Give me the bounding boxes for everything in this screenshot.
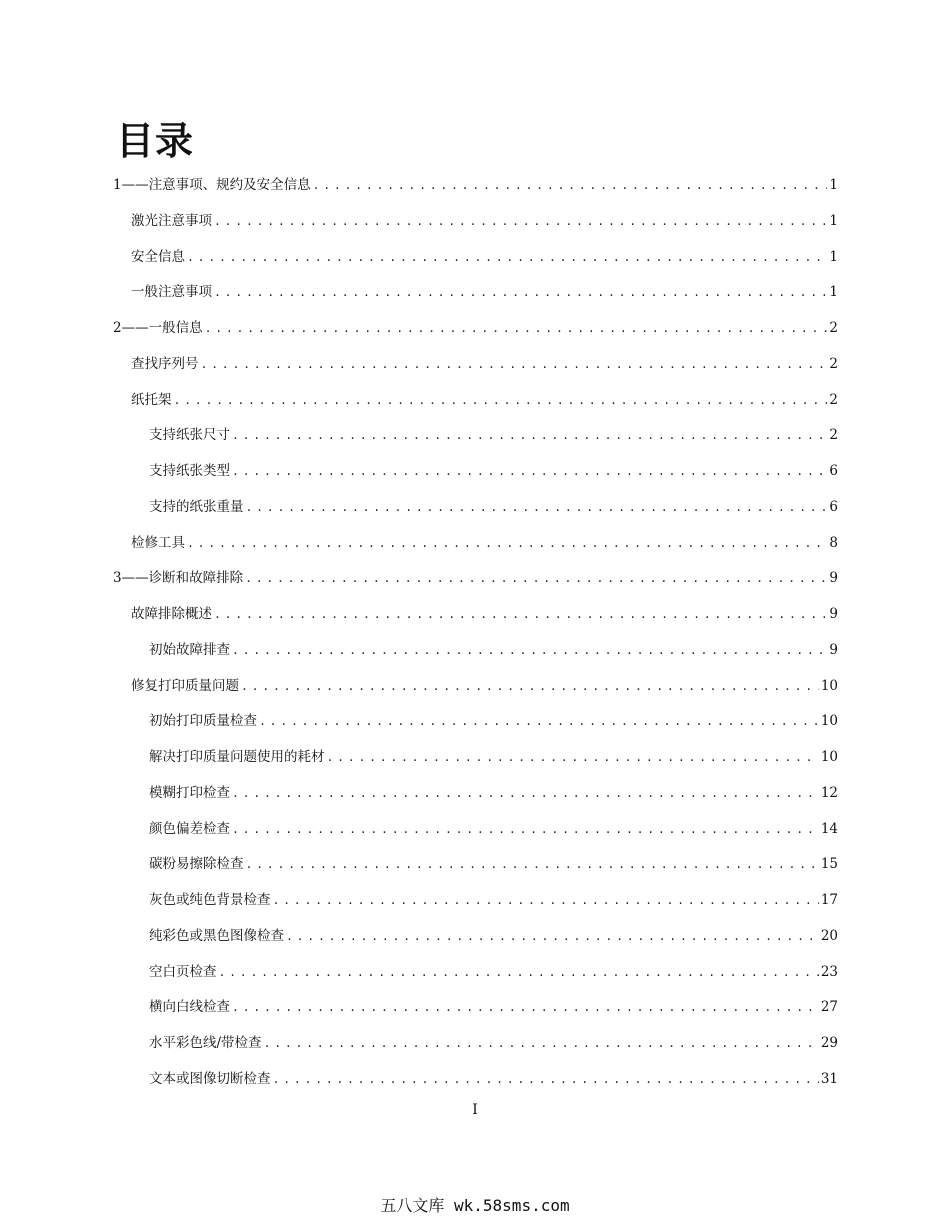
toc-entry-label: 解决打印质量问题使用的耗材 — [149, 749, 325, 765]
toc-entry-page: 2 — [829, 355, 838, 372]
toc-leader-dots — [214, 204, 827, 240]
toc-leader-dots — [313, 168, 828, 204]
toc-entry-page: 6 — [829, 498, 838, 515]
toc-entry-page: 2 — [829, 320, 838, 336]
toc-entry-label: 3——诊断和故障排除 — [113, 570, 244, 587]
toc-entry-label: 检修工具 — [131, 534, 185, 551]
toc-entry-label: 初始打印质量检查 — [149, 713, 257, 730]
toc-leader-dots — [232, 418, 827, 454]
toc-leader-dots — [246, 490, 828, 526]
toc-entry[interactable] — [113, 240, 838, 276]
toc-entry[interactable] — [113, 561, 838, 597]
toc-leader-dots — [232, 812, 819, 848]
toc-entry-page: 29 — [820, 1035, 838, 1051]
toc-entry-page: 23 — [820, 963, 838, 980]
toc-entry[interactable] — [113, 526, 838, 562]
toc-entry[interactable] — [113, 418, 838, 454]
toc-leader-dots — [187, 240, 827, 276]
toc-entry[interactable] — [113, 955, 838, 991]
toc-entry-label: 模糊打印检查 — [149, 784, 230, 801]
toc-entry[interactable] — [113, 919, 838, 955]
toc-entry-label: 文本或图像切断检查 — [149, 1070, 271, 1087]
toc-entry[interactable] — [113, 669, 838, 705]
toc-entry-page: 10 — [820, 749, 838, 765]
toc-entry[interactable] — [113, 812, 838, 848]
toc-leader-dots — [286, 919, 819, 955]
page-number: I — [472, 1102, 478, 1118]
toc-entry-label: 激光注意事项 — [131, 212, 212, 229]
toc-leader-dots — [246, 847, 819, 883]
toc-leader-dots — [264, 1026, 819, 1062]
toc-entry[interactable] — [113, 990, 838, 1026]
toc-entry[interactable] — [113, 383, 838, 419]
toc-entry[interactable] — [113, 490, 838, 526]
toc-entry-page: 6 — [829, 463, 838, 479]
toc-leader-dots — [232, 633, 827, 669]
toc-entry-page: 20 — [820, 927, 838, 944]
toc-leader-dots — [232, 454, 827, 490]
toc-leader-dots — [219, 955, 819, 991]
toc-entry[interactable] — [113, 847, 838, 883]
toc-entry-label: 空白页检查 — [149, 963, 217, 980]
toc-entry-label: 横向白线检查 — [149, 999, 230, 1016]
page-title: 目录 — [116, 119, 195, 163]
toc-entry[interactable] — [113, 347, 838, 383]
toc-entry-label: 1——注意事项、规约及安全信息 — [113, 177, 311, 193]
toc-entry-page: 2 — [829, 391, 838, 408]
toc-entry-page: 1 — [829, 177, 838, 193]
toc-entry-label: 安全信息 — [131, 248, 185, 265]
toc-entry-page: 12 — [820, 784, 838, 801]
toc-entry[interactable] — [113, 1026, 838, 1062]
footer-watermark-text: 五八文库 wk.58sms.com — [380, 1196, 570, 1215]
toc-entry-page: 31 — [820, 1070, 838, 1087]
toc-entry-label: 灰色或纯色背景检查 — [149, 892, 271, 908]
toc-entry[interactable] — [113, 597, 838, 633]
toc-entry[interactable] — [113, 740, 838, 776]
toc-entry-label: 一般注意事项 — [131, 284, 212, 301]
toc-entry-page: 10 — [820, 713, 838, 730]
toc-entry[interactable] — [113, 776, 838, 812]
toc-entry-label: 支持纸张尺寸 — [149, 427, 230, 444]
toc-entry[interactable] — [113, 1062, 838, 1098]
toc-leader-dots — [259, 704, 819, 740]
toc-leader-dots — [273, 1062, 819, 1098]
toc-entry-label: 查找序列号 — [131, 355, 199, 372]
toc-entry-page: 1 — [829, 284, 838, 301]
toc-entry-label: 水平彩色线/带检查 — [149, 1035, 262, 1051]
toc-entry-page: 1 — [829, 248, 838, 265]
toc-entry-label: 碳粉易擦除检查 — [149, 856, 244, 873]
toc-leader-dots — [187, 526, 827, 562]
table-of-contents — [113, 168, 838, 1098]
toc-entry[interactable] — [113, 883, 838, 919]
toc-entry-page: 2 — [829, 427, 838, 444]
toc-entry-page: 1 — [829, 212, 838, 229]
toc-entry-label: 初始故障排查 — [149, 641, 230, 658]
toc-entry[interactable] — [113, 168, 838, 204]
toc-entry-label: 颜色偏差检查 — [149, 820, 230, 837]
toc-leader-dots — [245, 561, 827, 597]
toc-leader-dots — [232, 776, 819, 812]
toc-entry[interactable] — [113, 704, 838, 740]
toc-leader-dots — [214, 275, 827, 311]
toc-entry-page: 9 — [829, 641, 838, 658]
toc-entry-label: 纸托架 — [131, 391, 172, 408]
toc-entry-label: 纯彩色或黑色图像检查 — [149, 927, 284, 944]
toc-leader-dots — [214, 597, 827, 633]
toc-entry-page: 15 — [820, 856, 838, 873]
toc-leader-dots — [273, 883, 819, 919]
toc-entry[interactable] — [113, 633, 838, 669]
toc-entry[interactable] — [113, 311, 838, 347]
toc-entry-label: 2——一般信息 — [113, 320, 203, 336]
toc-entry-label: 支持的纸张重量 — [149, 498, 244, 515]
toc-entry-page: 27 — [820, 999, 838, 1016]
toc-entry-label: 修复打印质量问题 — [131, 677, 239, 694]
toc-leader-dots — [327, 740, 819, 776]
toc-entry[interactable] — [113, 275, 838, 311]
toc-leader-dots — [205, 311, 828, 347]
toc-leader-dots — [201, 347, 828, 383]
toc-entry-label: 故障排除概述 — [131, 606, 212, 622]
toc-entry[interactable] — [113, 204, 838, 240]
toc-entry-page: 10 — [820, 677, 838, 694]
toc-entry[interactable] — [113, 454, 838, 490]
toc-entry-label: 支持纸张类型 — [149, 463, 230, 479]
toc-entry-page: 9 — [829, 570, 838, 587]
toc-leader-dots — [241, 669, 819, 705]
toc-entry-page: 14 — [820, 820, 838, 837]
toc-entry-page: 8 — [829, 534, 838, 551]
toc-entry-page: 9 — [829, 606, 838, 622]
toc-entry-page: 17 — [820, 892, 838, 908]
toc-leader-dots — [174, 383, 828, 419]
toc-leader-dots — [232, 990, 819, 1026]
